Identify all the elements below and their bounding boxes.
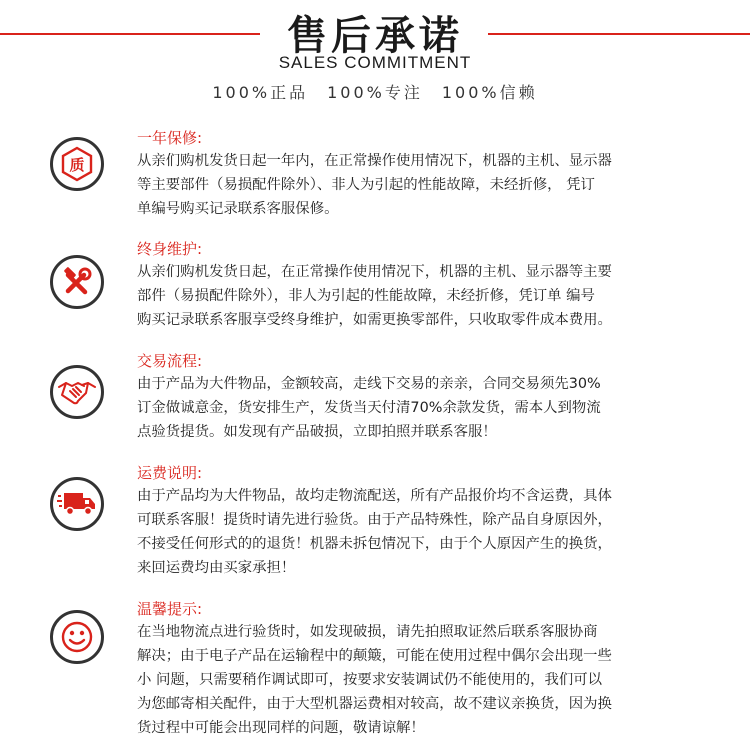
section-line: 单编号购买记录联系客服保修。 [137,201,339,217]
delivery-truck-icon [50,477,104,531]
section-line: 为您邮寄相关配件，由于大型机器运费相对较高，故不建议亲换货，因为换 [137,696,612,712]
section-body [137,260,707,332]
handshake-icon [50,365,104,419]
page-subtitle: SALES COMMITMENT [278,53,472,72]
section-line: 可联系客服！提货时请先进行验货。由于产品特殊性，除产品自身原因外， [137,512,612,528]
section-line: 货过程中可能会出现同样的问题，敬请谅解！ [137,720,425,736]
section-line: 由于产品均为大件物品，故均走物流配送，所有产品报价均不含运费，具体 [137,488,612,504]
section-body [137,484,707,580]
page-title: 售后承诺 [287,13,463,59]
section-line: 购买记录联系客服享受终身维护，如需更换零部件，只收取零件成本费用。 [137,312,612,328]
quality-badge-icon [50,137,104,191]
page-tagline: 100%正品 100%专注 100%信赖 [212,83,538,102]
section-body [137,149,707,221]
section-body [137,620,707,740]
section-warranty [0,127,750,227]
section-title: 交易流程: [137,352,203,370]
section-line: 解决；由于电子产品在运输程中的颠簸，可能在使用过程中偶尔会出现一些 [137,648,612,664]
section-line: 从亲们购机发货日起，在正常操作使用情况下，机器的主机、显示器等主要 [137,264,612,280]
section-line: 在当地物流点进行验货时，如发现破损，请先拍照取证然后联系客服协商 [137,624,598,640]
page-header [0,0,750,110]
section-line: 小 问题，只需要稍作调试即可，按要求安装调试仍不能使用的，我们可以 [137,672,603,688]
section-line: 不接受任何形式的的退货！机器未拆包情况下，由于个人原因产生的换货， [137,536,612,552]
section-body [137,372,707,444]
section-line: 订金做诚意金，货安排生产，发货当天付清70%余款发货，需本人到物流 [137,400,601,416]
section-line: 等主要部件（易损配件除外）、非人为引起的性能故障，未经折修， 凭订 [137,177,595,193]
section-line: 由于产品为大件物品，金额较高，走线下交易的亲亲，合同交易须先30% [137,376,601,392]
section-title: 运费说明: [137,464,203,482]
section-line: 部件（易损配件除外），非人为引起的性能故障，未经折修，凭订单 编号 [137,288,595,304]
section-title: 终身维护: [137,240,203,258]
section-title: 一年保修: [137,129,203,147]
section-reminder [0,598,750,743]
section-title: 温馨提示: [137,600,203,618]
section-line: 从亲们购机发货日起一年内，在正常操作使用情况下，机器的主机、显示器 [137,153,612,169]
section-transaction-process [0,350,750,450]
section-line: 点验货提货。如发现有产品破损，立即拍照并联系客服！ [137,424,497,440]
header-divider-right [488,33,750,35]
section-lifetime-maintenance [0,238,750,338]
smiley-face-icon [50,610,104,664]
repair-tools-icon [50,255,104,309]
quality-badge-char: 质 [69,156,85,174]
section-line: 来回运费均由买家承担！ [137,560,296,576]
section-shipping-info [0,462,750,582]
